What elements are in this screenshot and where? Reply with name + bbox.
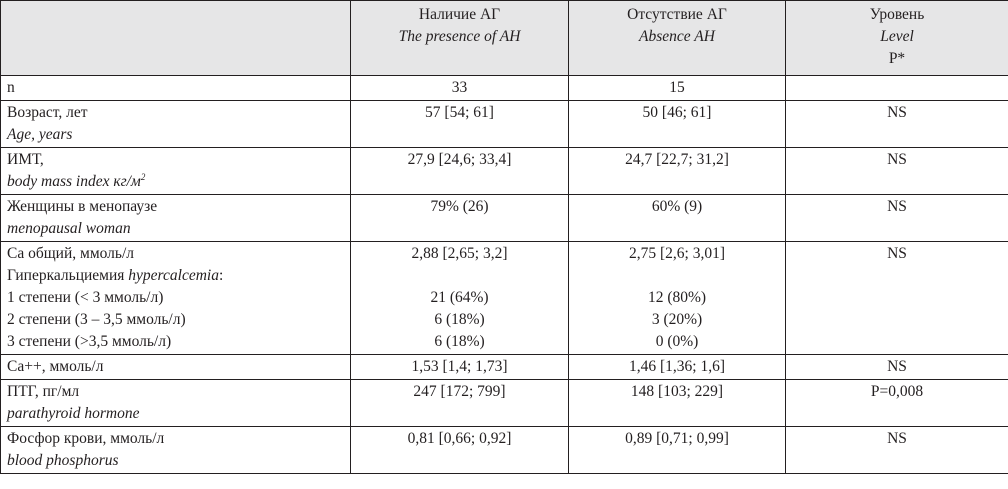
ca-noah-d2: 3 (20%) [651, 311, 703, 328]
row-label-bmi [1, 148, 351, 195]
phos-label-ru: Фосфор крови, ммоль/л [7, 430, 165, 447]
meno-label-ru: Женщины в менопаузе [7, 198, 158, 215]
cell-noah-pth: 148 [103; 229] [569, 380, 786, 427]
ca-hyper-en: hypercalcemia [128, 267, 219, 284]
cell-p-meno: NS [786, 195, 1008, 242]
header-absence-ah-ru: Отсутствие АГ [627, 6, 727, 23]
table-row [1, 148, 1008, 195]
cell-ah-bmi: 27,9 [24,6; 33,4] [351, 148, 569, 195]
age-label-en: Age, years [7, 126, 73, 143]
cell-p-age: NS [786, 101, 1008, 148]
ca-degree-2: 2 степени (3 – 3,5 ммоль/л) [7, 311, 186, 328]
cell-p-phos: NS [786, 427, 1008, 474]
spacer [575, 265, 779, 287]
ca-label-ru: Ca общий, ммоль/л [7, 245, 135, 262]
header-presence-ah-en: The presence of AH [398, 28, 521, 45]
header-level-p: P* [888, 50, 906, 67]
header-absence-ah-en: Absence AH [639, 28, 715, 45]
cell-noah-caion: 1,46 [1,36; 1,6] [569, 355, 786, 380]
table-row [1, 427, 1008, 474]
spacer [357, 265, 562, 287]
cell-noah-bmi: 24,7 [22,7; 31,2] [569, 148, 786, 195]
cell-ah-meno: 79% (26) [351, 195, 569, 242]
table-row [1, 380, 1008, 427]
header-level-en: Level [880, 28, 914, 45]
ca-ah-total: 2,88 [2,65; 3,2] [411, 245, 508, 262]
bmi-label-en: body mass index кг/м [7, 173, 141, 190]
cell-p-n [786, 76, 1008, 101]
table-row [1, 76, 1008, 101]
cell-ah-pth: 247 [172; 799] [351, 380, 569, 427]
cell-noah-age: 50 [46; 61] [569, 101, 786, 148]
row-label-n: n [1, 76, 351, 101]
cell-p-caion: NS [786, 355, 1008, 380]
header-level [786, 1, 1008, 76]
ca-ah-d1: 21 (64%) [430, 289, 489, 306]
bmi-label-ru: ИМТ, [7, 151, 44, 168]
row-label-menopause [1, 195, 351, 242]
table-row [1, 242, 1008, 355]
header-absence-ah [569, 1, 786, 76]
row-label-age [1, 101, 351, 148]
cell-p-calcium: NS [786, 242, 1008, 355]
ca-noah-d3: 0 (0%) [655, 333, 699, 350]
meno-label-en: menopausal woman [7, 220, 131, 237]
cell-noah-meno: 60% (9) [569, 195, 786, 242]
table-row [1, 355, 1008, 380]
bmi-label-en-wrap [7, 171, 344, 193]
ca-noah-d1: 12 (80%) [647, 289, 707, 306]
header-presence-ah-ru: Наличие АГ [418, 6, 501, 23]
cell-p-bmi: NS [786, 148, 1008, 195]
ca-ah-d3: 6 (18%) [434, 333, 485, 350]
cell-noah-phos: 0,89 [0,71; 0,99] [569, 427, 786, 474]
header-level-ru: Уровень [869, 6, 925, 23]
cell-ah-caion: 1,53 [1,4; 1,73] [351, 355, 569, 380]
bmi-label-sup: 2 [140, 171, 146, 182]
row-label-ionized-ca: Ca++, ммоль/л [1, 355, 351, 380]
row-label-phosphorus [1, 427, 351, 474]
header-row [1, 1, 1008, 76]
cell-noah-n: 15 [569, 76, 786, 101]
cell-ah-phos: 0,81 [0,66; 0,92] [351, 427, 569, 474]
cell-noah-calcium [569, 242, 786, 355]
ca-hyper-ru: Гиперкальциемия [7, 267, 129, 284]
table-row [1, 195, 1008, 242]
table-row [1, 101, 1008, 148]
ca-degree-1: 1 степени (< 3 ммоль/л) [7, 289, 164, 306]
cell-ah-n: 33 [351, 76, 569, 101]
ca-hyper-label [7, 265, 344, 287]
pth-label-en: parathyroid hormone [7, 405, 140, 422]
cell-ah-calcium [351, 242, 569, 355]
header-empty-cell [1, 1, 351, 76]
ca-degree-3: 3 степени (>3,5 ммоль/л) [7, 333, 172, 350]
ca-hyper-end: : [218, 267, 224, 284]
cell-ah-age: 57 [54; 61] [351, 101, 569, 148]
phos-label-en: blood phosphorus [7, 452, 119, 469]
row-label-pth [1, 380, 351, 427]
ca-ah-d2: 6 (18%) [434, 311, 485, 328]
header-presence-ah [351, 1, 569, 76]
pth-label-ru: ПТГ, пг/мл [7, 383, 80, 400]
ca-noah-total: 2,75 [2,6; 3,01] [628, 245, 725, 262]
row-label-calcium [1, 242, 351, 355]
age-label-ru: Возраст, лет [7, 104, 88, 121]
cell-p-pth: P=0,008 [786, 380, 1008, 427]
